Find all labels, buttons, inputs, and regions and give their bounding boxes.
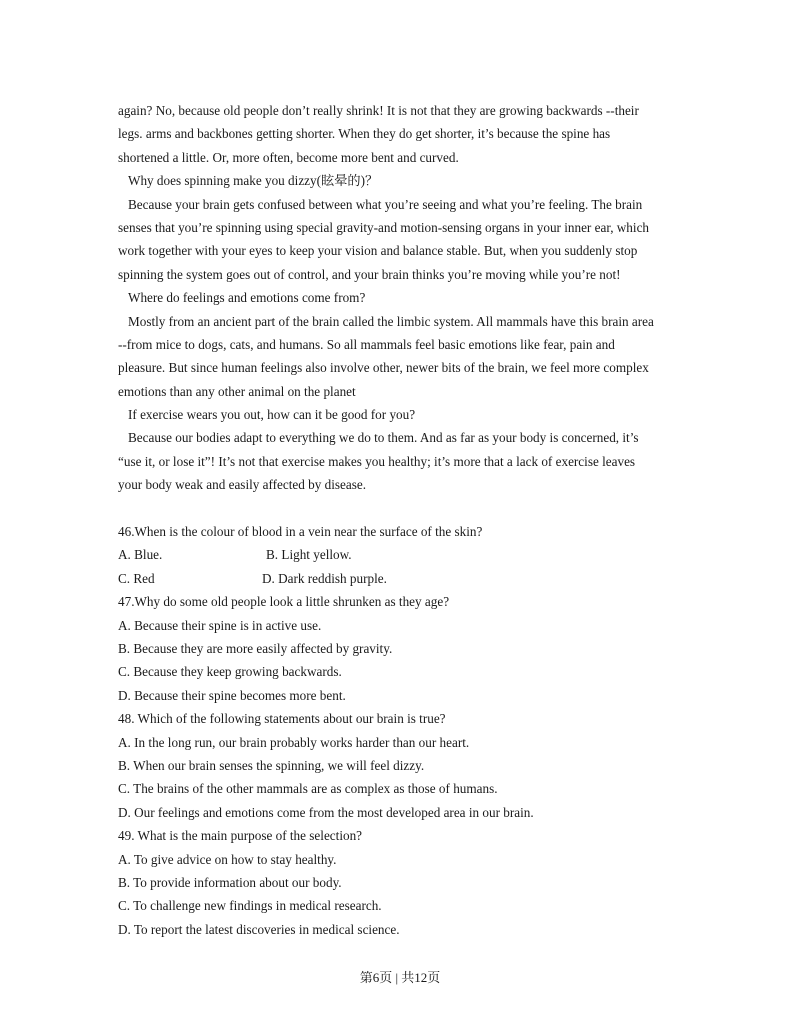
passage-line: work together with your eyes to keep your vision and balance stable. But, when you suddenly stop	[118, 243, 638, 259]
option-b: B. To provide information about our body.	[118, 874, 342, 890]
option-d: D. Dark reddish purple.	[262, 570, 387, 586]
question-46	[118, 520, 688, 590]
passage-line: Because our bodies adapt to everything we do to them. And as far as your body is concerned, it’s	[128, 430, 639, 446]
passage-subheading: Why does spinning make you dizzy(眩晕的)？	[128, 173, 379, 189]
option-c: C. Because they keep growing backwards.	[118, 664, 342, 680]
passage-line: senses that you’re spinning using special gravity-and motion-sensing organs in your inner ear, which	[118, 219, 650, 235]
option-b: B. Light yellow.	[266, 547, 352, 563]
question-49	[118, 824, 688, 941]
passage-line: legs. arms and backbones getting shorter. When they do get shorter, it’s because the spine has	[118, 126, 611, 142]
passage-line: again? No, because old people don’t really shrink! It is not that they are growing backwards --their	[118, 103, 639, 118]
passage-line: shortened a little. Or, more often, become more bent and curved.	[118, 149, 459, 165]
option-b: B. Because they are more easily affected by gravity.	[118, 640, 393, 656]
spacer	[118, 497, 688, 520]
question-stem: 46.When is the colour of blood in a vein near the surface of the skin?	[118, 524, 483, 540]
option-b: B. When our brain senses the spinning, we will feel dizzy.	[118, 757, 425, 773]
passage-line: Because your brain gets confused between what you’re seeing and what you’re feeling. The brain	[128, 196, 643, 212]
passage-subheading: Where do feelings and emotions come from?	[128, 290, 366, 306]
passage-line: Mostly from an ancient part of the brain called the limbic system. All mammals have this brain area	[128, 313, 654, 329]
option-c: C. The brains of the other mammals are as complex as those of humans.	[118, 781, 498, 797]
question-stem: 49. What is the main purpose of the selection?	[118, 828, 363, 844]
question-47	[118, 590, 688, 707]
option-c: C. Red	[118, 570, 155, 586]
passage-subheading: If exercise wears you out, how can it be good for you?	[128, 407, 416, 423]
option-d: D. Our feelings and emotions come from the most developed area in our brain.	[118, 804, 534, 820]
passage-line: your body weak and easily affected by disease.	[118, 477, 367, 493]
page-number: 第6页 | 共12页	[359, 970, 441, 985]
question-stem: 47.Why do some old people look a little shrunken as they age?	[118, 594, 450, 610]
option-row	[118, 567, 688, 590]
reading-passage	[118, 99, 688, 497]
option-a: A. Because their spine is in active use.	[118, 617, 322, 633]
passage-line: spinning the system goes out of control, and your brain thinks you’re moving while you’re not!	[118, 266, 621, 282]
passage-line: pleasure. But since human feelings also involve other, newer bits of the brain, we feel more complex	[118, 360, 649, 376]
option-a: A. To give advice on how to stay healthy.	[118, 851, 337, 867]
option-a: A. Blue.	[118, 547, 163, 563]
passage-line: emotions than any other animal on the planet	[118, 383, 356, 399]
passage-line: --from mice to dogs, cats, and humans. So all mammals feel basic emotions like fear, pain and	[118, 336, 615, 352]
option-d: D. To report the latest discoveries in medical science.	[118, 921, 400, 937]
option-d: D. Because their spine becomes more bent.	[118, 687, 346, 703]
question-stem: 48. Which of the following statements about our brain is true?	[118, 711, 446, 727]
option-a: A. In the long run, our brain probably works harder than our heart.	[118, 734, 470, 750]
page-content	[118, 99, 688, 941]
option-row	[118, 543, 688, 566]
passage-line: “use it, or lose it”! It’s not that exercise makes you healthy; it’s more that a lack of exercise leaves	[118, 453, 636, 469]
option-c: C. To challenge new findings in medical research.	[118, 898, 382, 914]
question-48	[118, 707, 688, 824]
